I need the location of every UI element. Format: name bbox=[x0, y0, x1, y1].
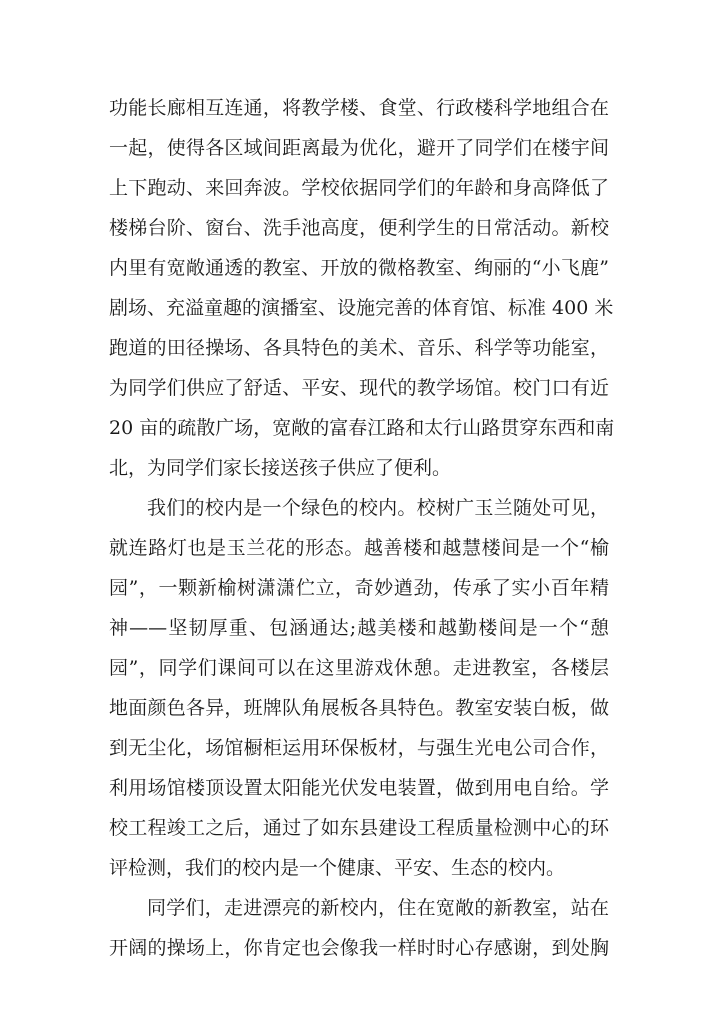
text-line: 评检测，我们的校内是一个健康、平安、生态的校内。 bbox=[109, 857, 566, 879]
text-line: 功能长廊相互连通，将教学楼、食堂、行政楼科学地组合在 bbox=[109, 97, 609, 119]
text-line: 内里有宽敞通透的教室、开放的微格教室、绚丽的“小飞鹿” bbox=[109, 257, 609, 279]
text-line: 20 亩的疏散广场，宽敞的富春江路和太行山路贯穿东西和南 bbox=[109, 417, 615, 439]
text-line: 剧场、充溢童趣的演播室、设施完善的体育馆、标准 400 米 bbox=[109, 297, 614, 319]
text-line: 一起，使得各区域间距离最为优化，避开了同学们在楼宇间 bbox=[109, 137, 609, 159]
text-line: 开阔的操场上，你肯定也会像我一样时时心存感谢，到处胸 bbox=[109, 937, 609, 959]
document-body bbox=[109, 88, 615, 968]
text-line: 就连路灯也是玉兰花的形态。越善楼和越慧楼间是一个“榆 bbox=[109, 537, 609, 559]
paragraph-first-line: 同学们，走进漂亮的新校内，住在宽敞的新教室，站在 bbox=[147, 897, 609, 919]
text-line: 到无尘化，场馆橱柜运用环保板材，与强生光电公司合作， bbox=[109, 737, 609, 759]
text-line: 跑道的田径操场、各具特色的美术、音乐、科学等功能室， bbox=[109, 337, 609, 359]
text-line: 为同学们供应了舒适、平安、现代的教学场馆。校门口有近 bbox=[109, 377, 609, 399]
text-line: 地面颜色各异，班牌队角展板各具特色。教室安装白板，做 bbox=[109, 697, 609, 719]
text-line: 上下跑动、来回奔波。学校依据同学们的年龄和身高降低了 bbox=[109, 177, 609, 199]
text-line: 园”，同学们课间可以在这里游戏休憩。走进教室，各楼层 bbox=[109, 657, 609, 679]
text-line: 楼梯台阶、窗台、洗手池高度，便利学生的日常活动。新校 bbox=[109, 217, 609, 239]
text-line: 园”，一颗新榆树潇潇伫立，奇妙遒劲，传承了实小百年精 bbox=[109, 577, 609, 599]
text-line: 北，为同学们家长接送孩子供应了便利。 bbox=[109, 457, 452, 479]
text-line: 利用场馆楼顶设置太阳能光伏发电装置，做到用电自给。学 bbox=[109, 777, 609, 799]
paragraph-first-line: 我们的校内是一个绿色的校内。校树广玉兰随处可见， bbox=[147, 497, 609, 519]
text-line: 校工程竣工之后，通过了如东县建设工程质量检测中心的环 bbox=[109, 817, 609, 839]
text-line: 神——坚韧厚重、包涵通达;越美楼和越勤楼间是一个“憩 bbox=[109, 617, 609, 639]
